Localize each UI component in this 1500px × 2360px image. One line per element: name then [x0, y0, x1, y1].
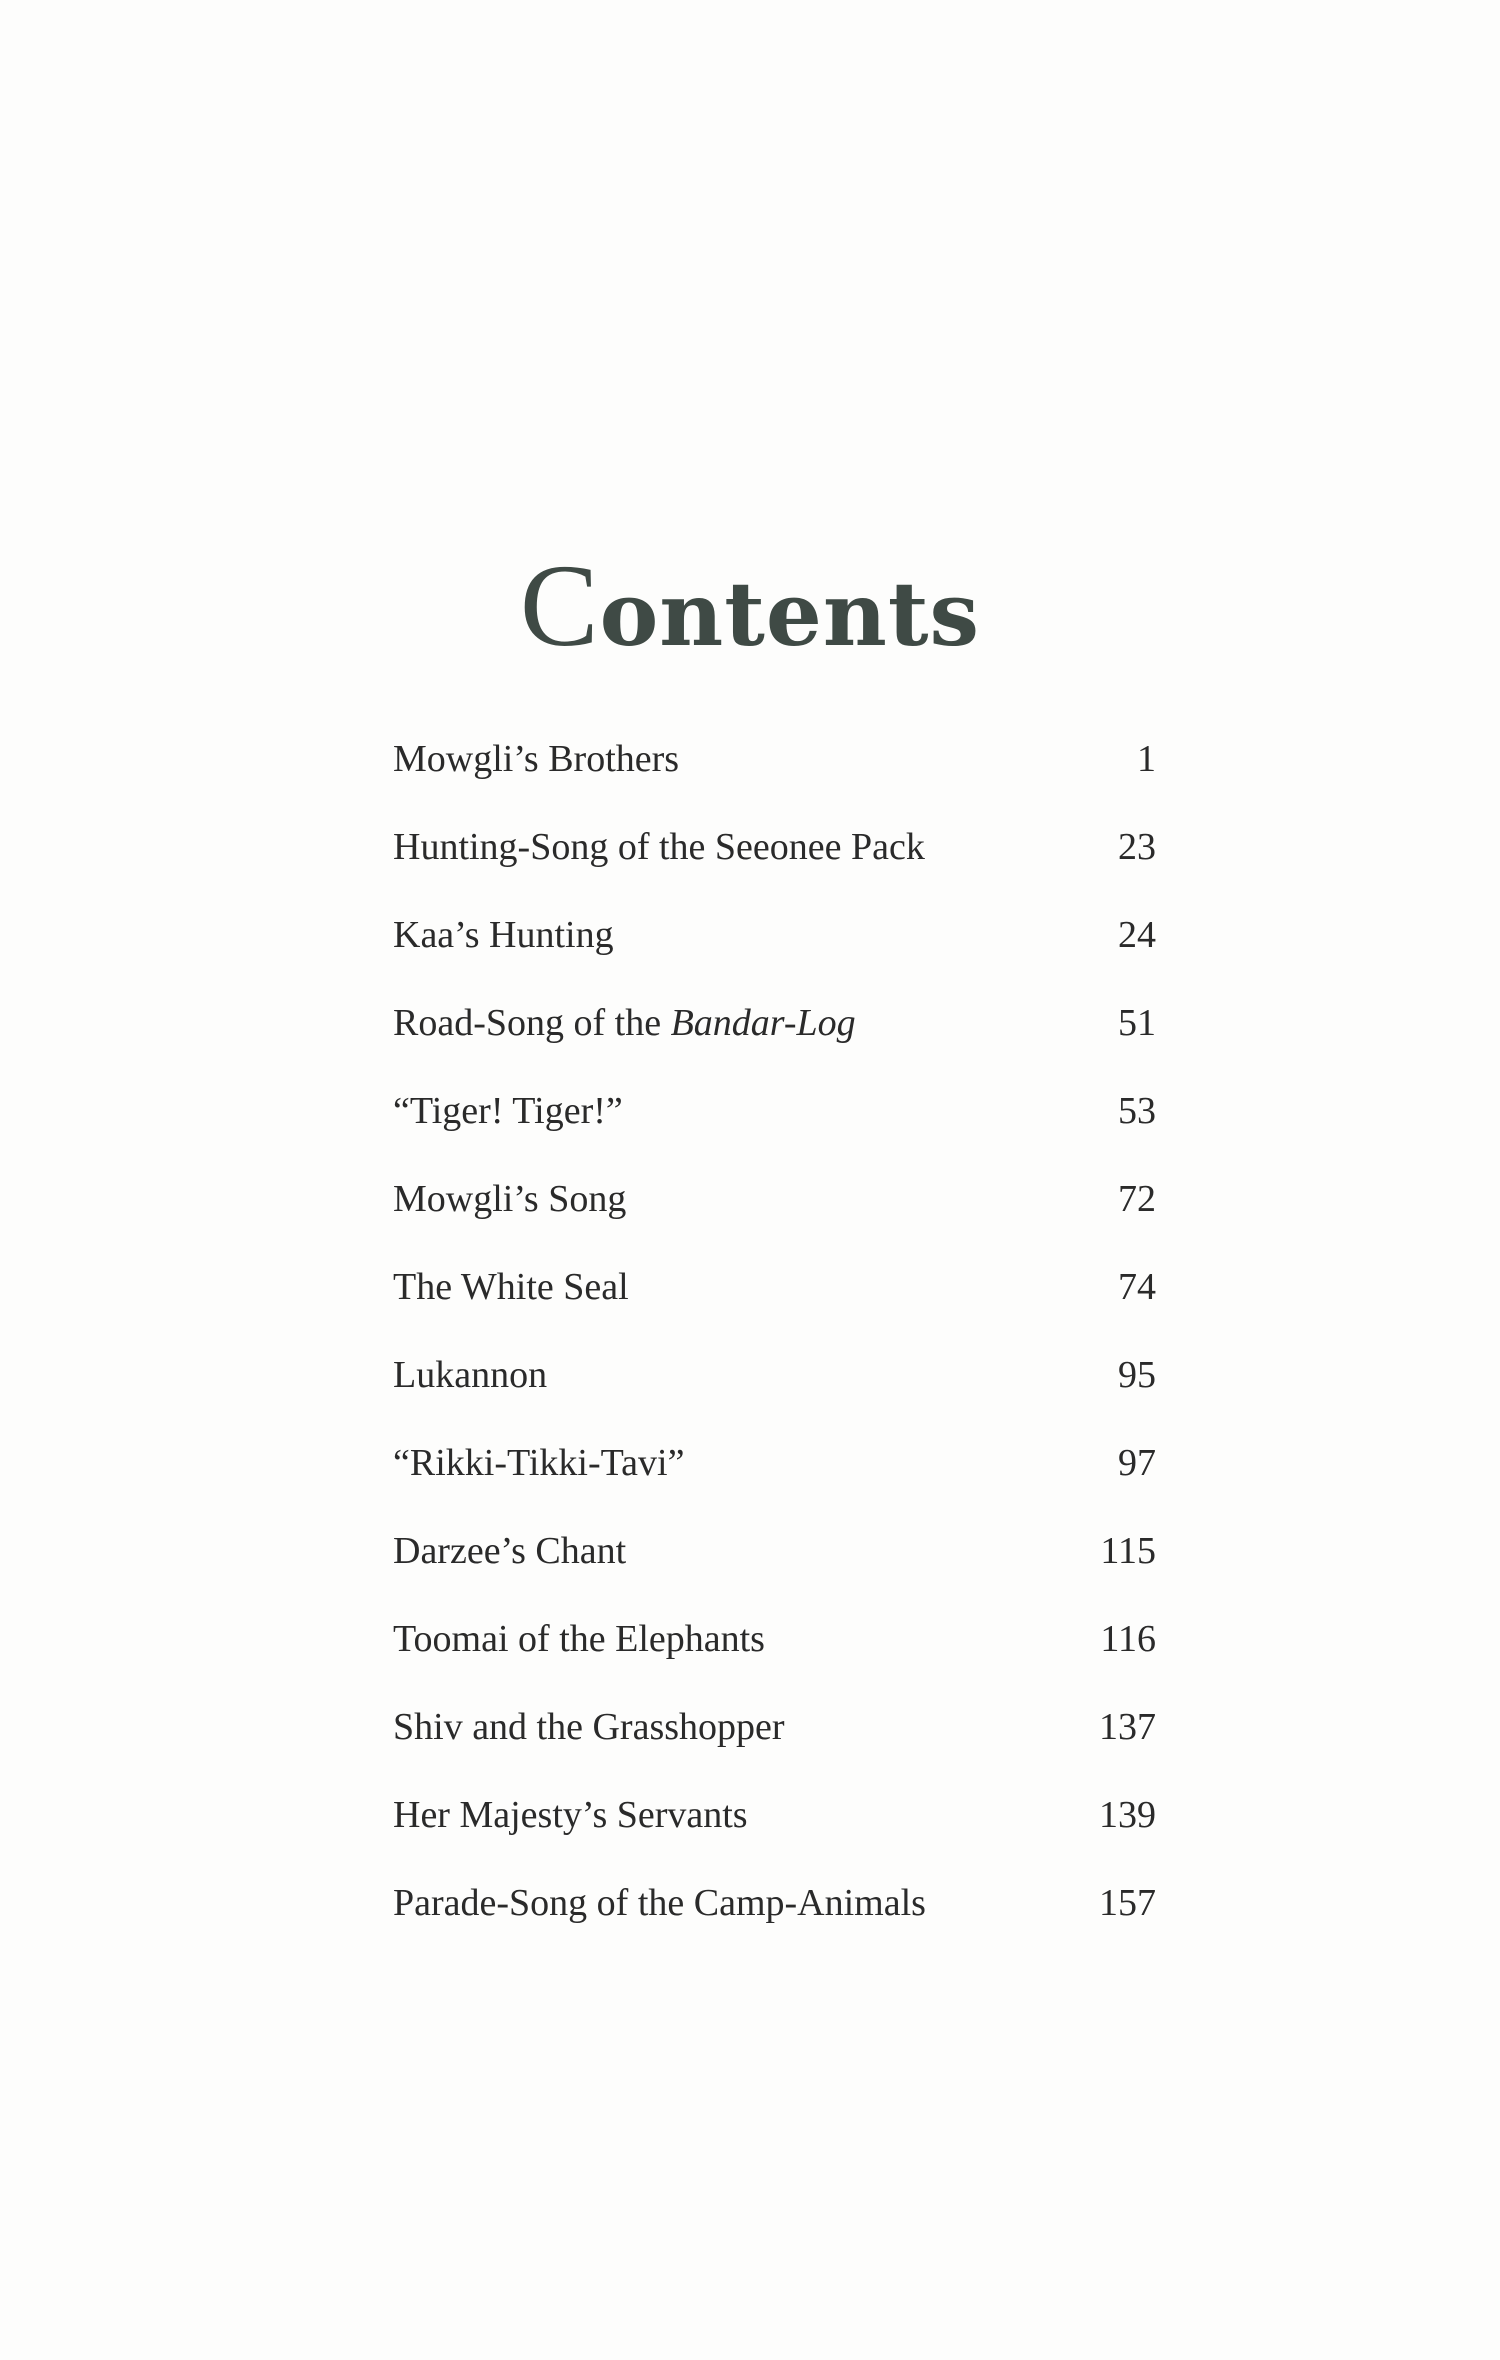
page-title-rest: ontents [599, 561, 981, 666]
toc-entry-title: Shiv and the Grasshopper [393, 1706, 785, 1748]
toc-entry-page: 74 [1118, 1266, 1156, 1308]
toc-entry-mowglis-song [393, 1175, 1156, 1263]
toc-entry-page: 53 [1118, 1090, 1156, 1132]
toc-entry-white-seal [393, 1263, 1156, 1351]
toc-entry-title: Toomai of the Elephants [393, 1618, 765, 1660]
toc-entry-title: Mowgli’s Brothers [393, 738, 680, 780]
toc-entry-title: The White Seal [393, 1266, 629, 1308]
toc-entry-page: 115 [1100, 1530, 1156, 1572]
toc-entry-lukannon [393, 1351, 1156, 1439]
toc-entry-page: 157 [1099, 1882, 1156, 1924]
toc-entry-title: Hunting-Song of the Seeonee Pack [393, 826, 925, 868]
toc-entry-title: Mowgli’s Song [393, 1178, 627, 1220]
toc-entry-title [393, 999, 856, 1047]
toc-entry-title-italic: Bandar-Log [670, 1002, 856, 1044]
toc-entry-rikki-tikki-tavi [393, 1439, 1156, 1527]
toc-entry-kaas-hunting [393, 911, 1156, 999]
toc-entry-title: Kaa’s Hunting [393, 914, 614, 956]
toc-entry-title: Her Majesty’s Servants [393, 1794, 748, 1836]
toc-entry-page: 137 [1099, 1706, 1156, 1748]
toc-entry-parade-song [393, 1879, 1156, 1967]
toc-entry-page: 51 [1118, 1002, 1156, 1044]
toc-entry-page: 95 [1118, 1354, 1156, 1396]
table-of-contents [393, 735, 1156, 1967]
toc-entry-page: 24 [1118, 914, 1156, 956]
toc-entry-hunting-song [393, 823, 1156, 911]
toc-entry-page: 23 [1118, 826, 1156, 868]
toc-entry-page: 72 [1118, 1178, 1156, 1220]
toc-entry-tiger-tiger [393, 1087, 1156, 1175]
toc-entry-darzees-chant [393, 1527, 1156, 1615]
page-title [0, 539, 1500, 671]
toc-entry-page: 97 [1118, 1442, 1156, 1484]
toc-entry-page: 116 [1100, 1618, 1156, 1660]
toc-entry-title: Lukannon [393, 1354, 548, 1396]
toc-entry-title-prefix: Road-Song of the [393, 1002, 671, 1044]
toc-entry-title: “Rikki-Tikki-Tavi” [393, 1442, 685, 1484]
toc-entry-shiv [393, 1703, 1156, 1791]
toc-entry-page: 139 [1099, 1794, 1156, 1836]
toc-entry-mowglis-brothers [393, 735, 1156, 823]
toc-entry-title: Darzee’s Chant [393, 1530, 627, 1572]
toc-entry-toomai [393, 1615, 1156, 1703]
toc-entry-her-majestys-servants [393, 1791, 1156, 1879]
toc-entry-page: 1 [1137, 738, 1156, 780]
toc-entry-title: “Tiger! Tiger!” [393, 1090, 623, 1132]
toc-entry-title: Parade-Song of the Camp-Animals [393, 1882, 926, 1924]
toc-entry-road-song [393, 999, 1156, 1087]
page-title-initial: C [519, 539, 600, 671]
